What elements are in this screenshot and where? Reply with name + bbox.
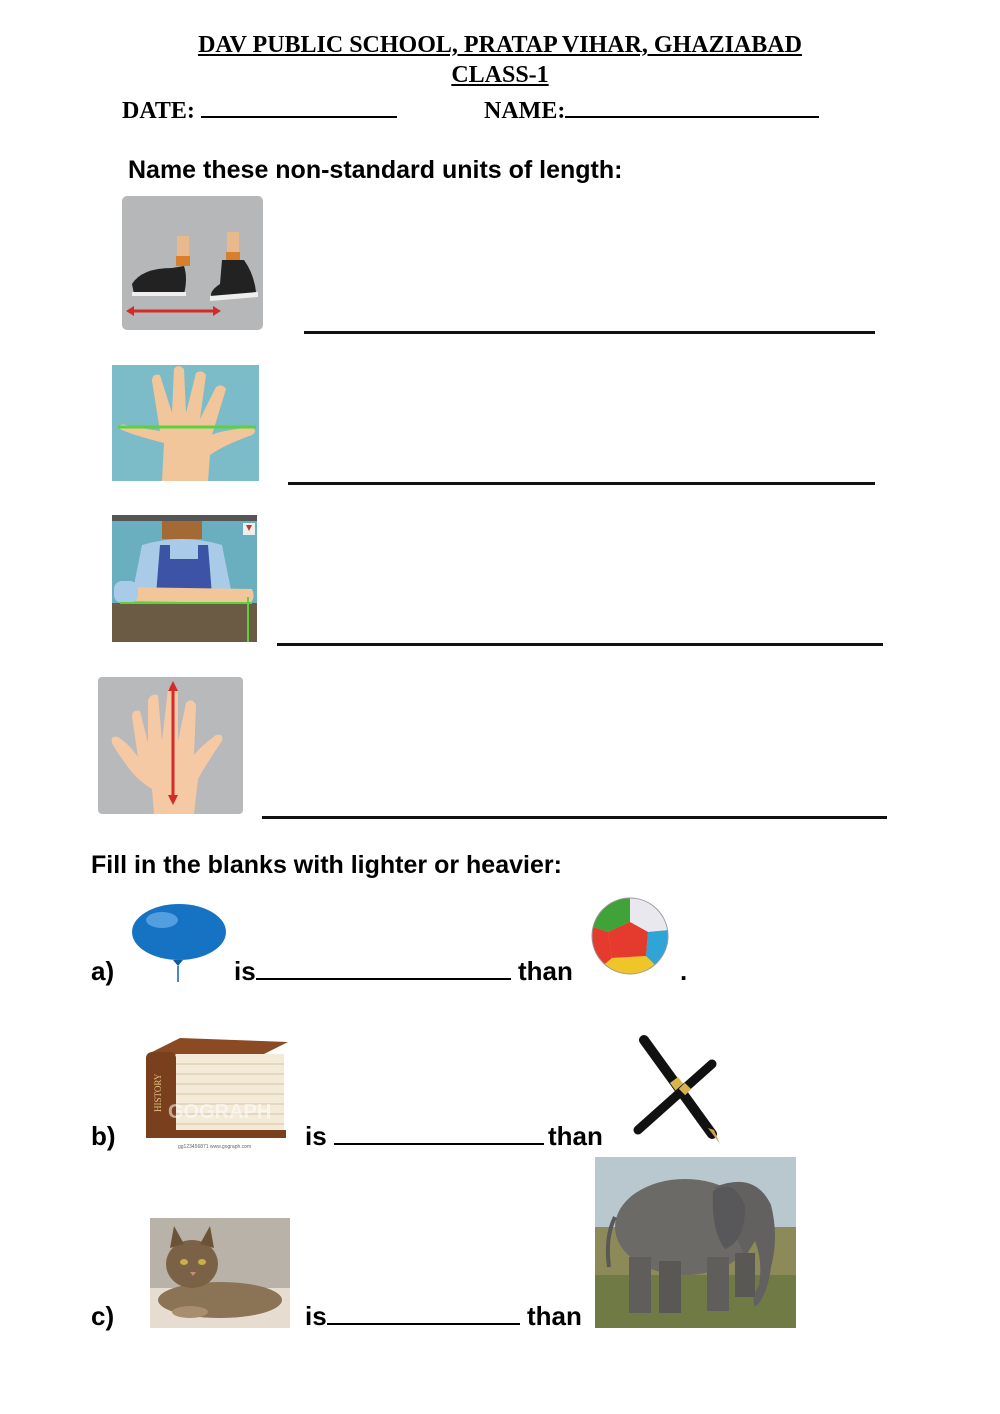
answer-line-3[interactable] [277, 643, 883, 646]
book-icon [140, 1034, 292, 1152]
answer-line-2[interactable] [288, 482, 875, 485]
date-field [122, 94, 397, 125]
question-b-blank[interactable] [334, 1121, 544, 1145]
school-name: DAV PUBLIC SCHOOL, PRATAP VIHAR, GHAZIABAD [198, 32, 802, 58]
question-c-blank[interactable] [327, 1301, 520, 1325]
elephant-icon [595, 1157, 796, 1328]
credit-text: gg123456871 www.gograph.com [178, 1144, 252, 1150]
question-c-is: is [305, 1301, 520, 1332]
question-b-label: b) [91, 1121, 116, 1151]
question-a-end: . [680, 956, 688, 986]
question-a-blank[interactable] [256, 956, 511, 980]
cubit-icon [112, 515, 257, 642]
class-label: CLASS-1 [451, 62, 549, 88]
ball-icon [590, 896, 670, 980]
handspan-icon [112, 365, 259, 481]
name-blank[interactable] [565, 94, 819, 118]
watermark-text: GOGRAPH [168, 1101, 272, 1123]
question-a-is: is [234, 956, 511, 987]
answer-line-4[interactable] [262, 816, 887, 819]
balloon-icon [128, 902, 232, 982]
date-label: DATE: [122, 98, 195, 124]
section1-title: Name these non-standard units of length: [128, 156, 623, 184]
pen-icon [630, 1034, 726, 1146]
book-spine-text: HISTORY [153, 1073, 163, 1112]
question-a-label: a) [91, 956, 115, 986]
question-c-label: c) [91, 1301, 115, 1331]
question-c-than: than [527, 1301, 582, 1331]
hand-length-icon [98, 677, 243, 814]
footsteps-icon [122, 196, 263, 330]
section2-title: Fill in the blanks with lighter or heavier: [91, 851, 562, 879]
question-a-than: than [518, 956, 573, 986]
question-b-is: is [305, 1121, 544, 1152]
question-b-than: than [548, 1121, 603, 1151]
name-field [484, 94, 819, 125]
name-label: NAME: [484, 98, 566, 124]
answer-line-1[interactable] [304, 331, 875, 334]
date-blank[interactable] [201, 94, 397, 118]
cat-icon [150, 1218, 290, 1328]
